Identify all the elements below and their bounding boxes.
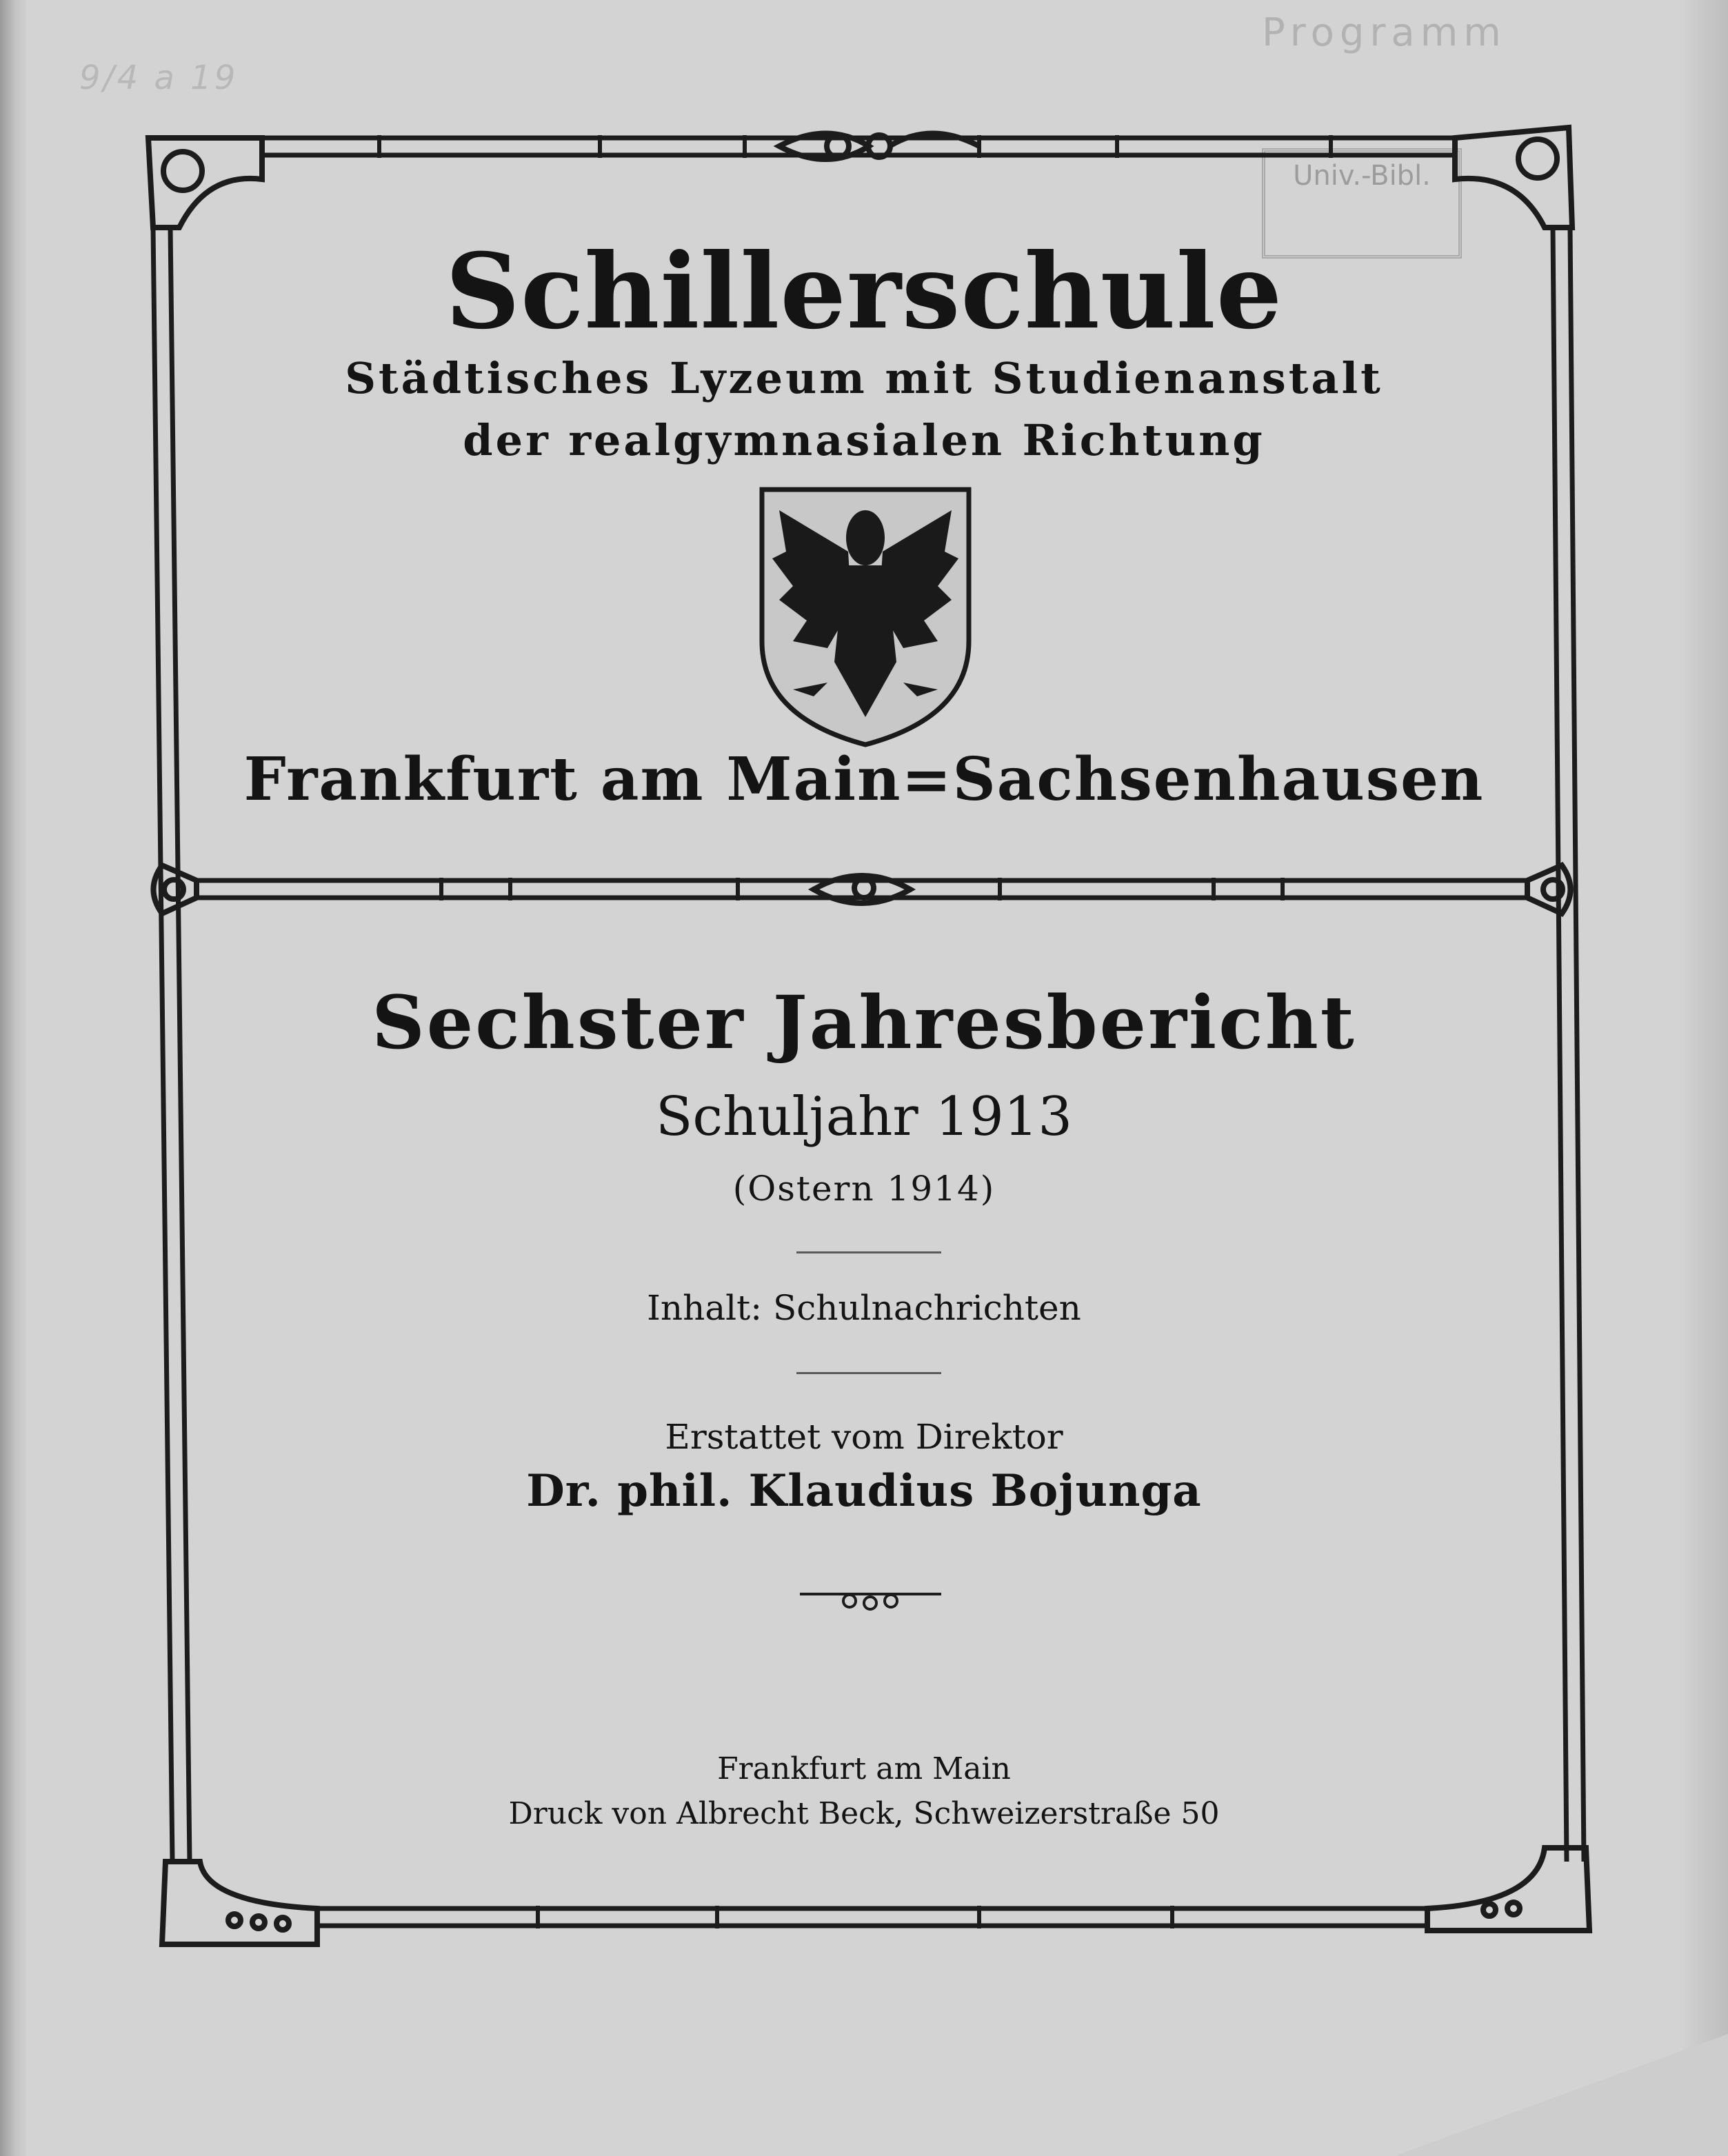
imprint-printer: Druck von Albrecht Beck, Schweizerstraße 50 bbox=[508, 1796, 1220, 1831]
separator-rule bbox=[796, 1372, 941, 1374]
pencil-note: Programm bbox=[1262, 10, 1507, 55]
reported-by: Erstattet vom Direktor bbox=[665, 1417, 1063, 1457]
separator-rule bbox=[796, 1251, 941, 1253]
school-location: Frankfurt am Main=Sachsenhausen bbox=[243, 745, 1485, 814]
library-stamp: Univ.-Bibl. bbox=[1262, 148, 1462, 259]
easter-date: (Ostern 1914) bbox=[732, 1169, 996, 1209]
contents-line: Inhalt: Schulnachrichten bbox=[647, 1288, 1081, 1328]
director-name: Dr. phil. Klaudius Bojunga bbox=[526, 1465, 1202, 1517]
school-name: Schillerschule bbox=[445, 231, 1283, 352]
school-year: Schuljahr 1913 bbox=[655, 1086, 1073, 1148]
imprint-city: Frankfurt am Main bbox=[717, 1751, 1011, 1786]
school-subtitle-line2: der realgymnasialen Richtung bbox=[463, 415, 1265, 465]
shelf-mark: 9/4 a 19 bbox=[79, 59, 239, 97]
report-title: Sechster Jahresbericht bbox=[372, 979, 1356, 1065]
school-subtitle-line1: Städtisches Lyzeum mit Studienanstalt bbox=[345, 353, 1383, 403]
